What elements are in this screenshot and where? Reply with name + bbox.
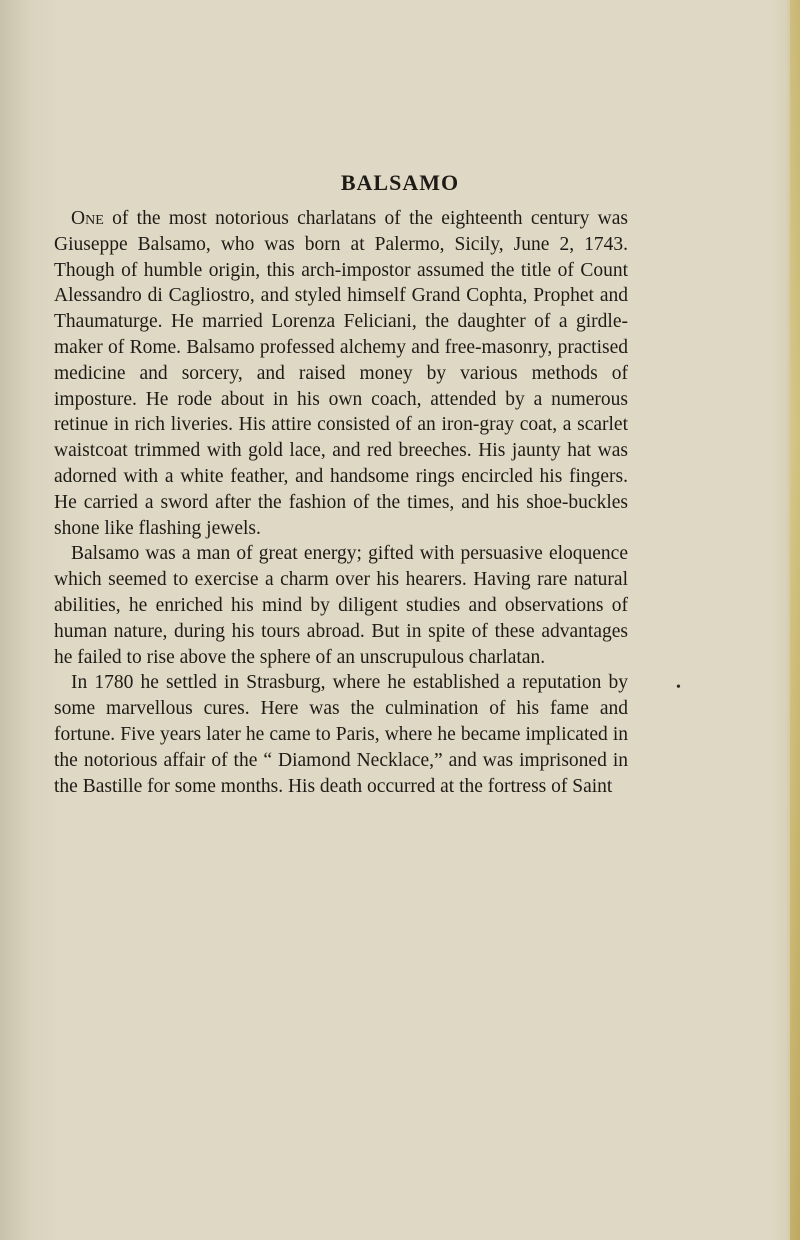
paragraph-2: Balsamo was a man of great energy; gifted with persuasive eloquence which seemed to exercise a charm over his hearers. Having rare natural abilities, he enriched his mind by diligent studies and observations of human nature, during his tours abroad. But in spite of these advantages he failed to rise above the sphere of an unscrupulous charlatan.: [54, 543, 628, 668]
body-text: [54, 206, 628, 799]
paragraph-lead: One: [71, 208, 104, 229]
paragraph-1: [54, 206, 628, 541]
margin-mark: •: [676, 680, 681, 695]
paragraph-3: In 1780 he settled in Strasburg, where he established a reputation by some marvellous cures. Here was the culmination of his fame and fortune. Five years later he came to Paris, where he became implicated in the notorious affair of the “ Diamond Necklace,” and was imprisoned in the Bastille for some months. His death occurred at the fortress of Saint: [54, 672, 628, 797]
paragraph-1-text: of the most notorious charlatans of the eighteenth century was Giuseppe Balsamo, who was born at Palermo, Sicily, June 2, 1743. Though of humble origin, this arch-impostor assumed the title of Count Alessandro di Cagliostro, and styled himself Grand Cophta, Prophet and Thaumaturge. He married Lorenza Feliciani, the daughter of a girdle-maker of Rome. Balsamo professed alchemy and free-masonry, practised medicine and sorcery, and raised money by various methods of imposture. He rode about in his own coach, attended by a numerous retinue in rich liveries. His attire consisted of an iron-gray coat, a scarlet waistcoat trimmed with gold lace, and red breeches. His jaunty hat was adorned with a white feather, and handsome rings encircled his fingers. He carried a sword after the fashion of the times, and his shoe-buckles shone like flashing jewels.: [54, 208, 628, 539]
page-heading: BALSAMO: [340, 170, 460, 195]
